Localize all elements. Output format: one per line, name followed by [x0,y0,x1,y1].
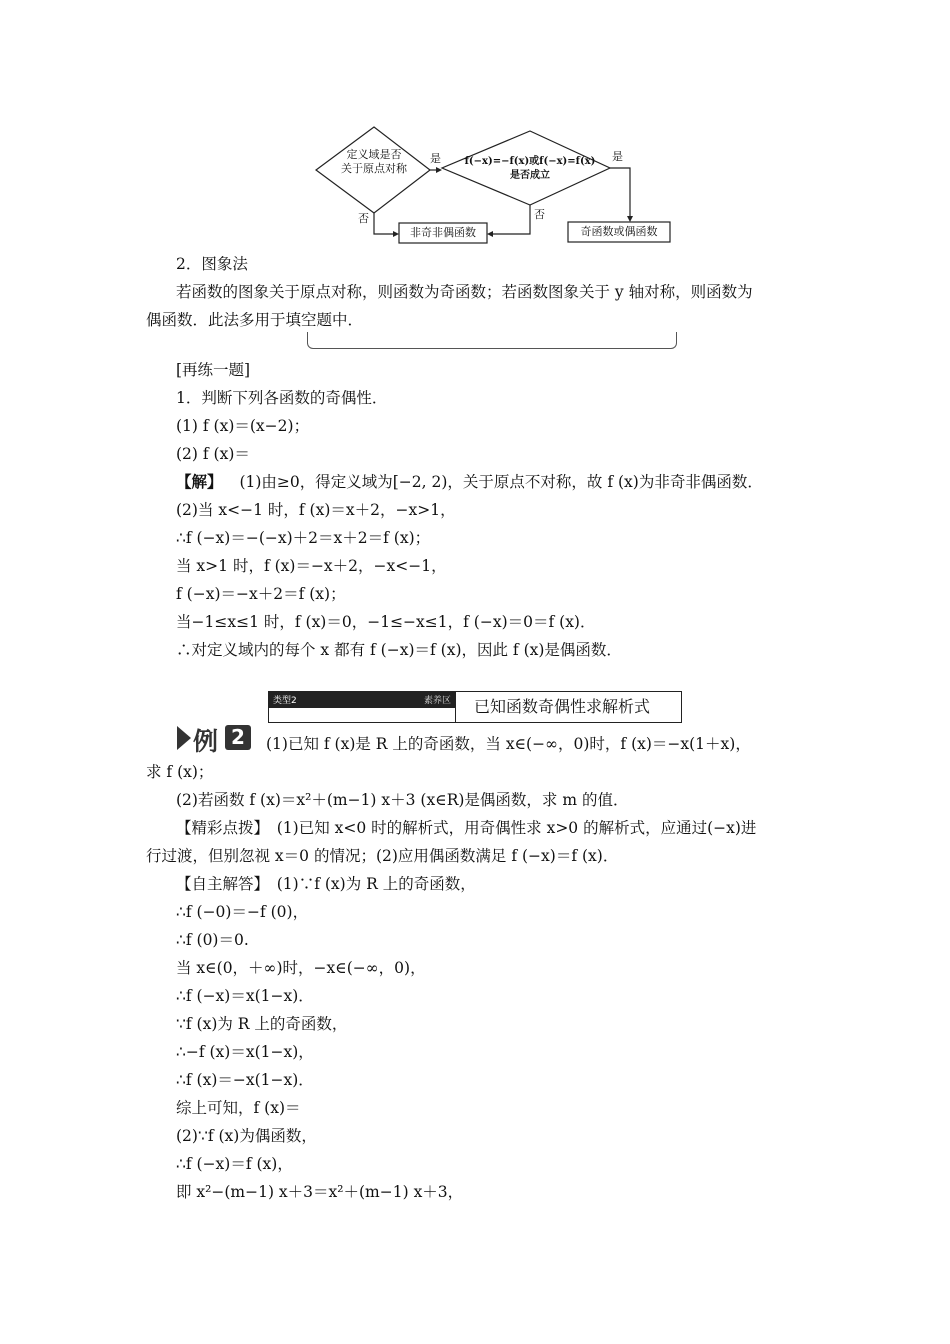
answer-line-4: 当 x∈(0，＋∞)时，−x∈(−∞，0)， [176,959,426,977]
practice-solution-3: ∴f (−x)＝−(−x)＋2＝x＋2＝f (x)； [176,529,431,547]
yes-label-1: 是 [430,152,441,165]
type-title: 已知函数奇偶性求解析式 [474,697,651,716]
flowchart [310,122,680,250]
method2-heading: 2．图象法 [176,255,248,273]
no-label-2: 否 [534,208,545,221]
practice-solution-6: 当−1≤x≤1 时，f (x)＝0，−1≤−x≤1，f (−x)＝0＝f (x)． [176,613,596,631]
practice-q1: (1) f (x)＝(x−2)； [176,417,310,435]
answer-line-3: ∴f (0)＝0. [176,931,249,949]
example-q1b: 求 f (x)； [146,763,214,781]
solution-tag: 【解】 [176,472,223,491]
box-neither-label: 非奇非偶函数 [410,226,476,239]
answer-line-5: ∴f (−x)＝x(1−x)． [176,987,314,1005]
practice-label: [再练一题] [176,361,251,379]
diamond1-line2: 关于原点对称 [341,162,407,175]
answer-line-1: 【自主解答】 (1)∵f (x)为 R 上的奇函数， [176,875,476,893]
box-odd-even-label: 奇函数或偶函数 [580,225,658,238]
practice-solution-7: ∴对定义域内的每个 x 都有 f (−x)＝f (x)，因此 f (x)是偶函数． [176,641,622,659]
diamond2-text [450,155,610,183]
badge-arrow-icon [177,724,191,752]
answer-line-10: (2)∵f (x)为偶函数， [176,1127,317,1145]
answer-line-7: ∴−f (x)＝x(1−x)， [176,1043,314,1061]
bracket-divider [307,332,677,349]
example-hint-2: 行过渡，但别忽视 x＝0 的情况；(2)应用偶函数满足 f (−x)＝f (x)． [146,847,619,865]
type-header [268,691,682,723]
yes-label-2: 是 [612,150,623,163]
method2-text-2: 偶函数．此法多用于填空题中． [146,311,364,329]
solution-part1: (1)由≥0，得定义域为[−2, 2)，关于原点不对称，故 f (x)为非奇非偶函数． [239,473,763,491]
no-label-1: 否 [358,212,369,225]
answer-line-8: ∴f (x)＝−x(1−x)． [176,1071,314,1089]
answer-line-2: ∴f (−0)＝−f (0)， [176,903,309,921]
diamond2-line1: f(−x)=−f(x)或f(−x)=f(x) [464,156,596,167]
answer-line-6: ∵f (x)为 R 上的奇函数， [176,1015,348,1033]
example-hint-1: 【精彩点拨】 (1)已知 x<0 时的解析式，用奇偶性求 x>0 的解析式，应通过(−x)进 [176,819,757,837]
answer-line-11: ∴f (−x)＝f (x)， [176,1155,293,1173]
diamond2-line2: 是否成立 [510,170,550,181]
badge-number: 2 [225,725,251,750]
practice-solution-5: f (−x)＝−x＋2＝f (x)； [176,585,346,603]
practice-question: 1．判断下列各函数的奇偶性． [176,389,388,407]
type-label: 类型2 [273,696,297,706]
diamond1-text [334,148,414,176]
practice-solution-4: 当 x>1 时，f (x)＝−x＋2，−x<−1， [176,557,447,575]
type-header-bar [269,692,455,708]
practice-solution-2: (2)当 x<−1 时，f (x)＝x＋2，−x>1， [176,501,456,519]
answer-line-12: 即 x²−(m−1) x＋3＝x²＋(m−1) x＋3， [176,1183,464,1201]
type-header-separator [455,692,456,722]
answer-line-9: 综上可知，f (x)＝ [176,1099,301,1117]
practice-q2: (2) f (x)＝ [176,445,250,463]
example-q1a: (1)已知 f (x)是 R 上的奇函数，当 x∈(−∞，0)时，f (x)＝−x(1＋x)， [266,735,751,753]
badge-word: 例 [193,727,219,756]
example-q2: (2)若函数 f (x)＝x²＋(m−1) x＋3 (x∈R)是偶函数，求 m 的值． [176,791,629,809]
diamond1-line1: 定义域是否 [346,148,402,161]
practice-solution-1 [176,472,763,492]
type-section-label: 素养区 [423,696,451,706]
method2-text-1: 若函数的图象关于原点对称，则函数为奇函数；若函数图象关于 y 轴对称，则函数为 [176,283,753,301]
